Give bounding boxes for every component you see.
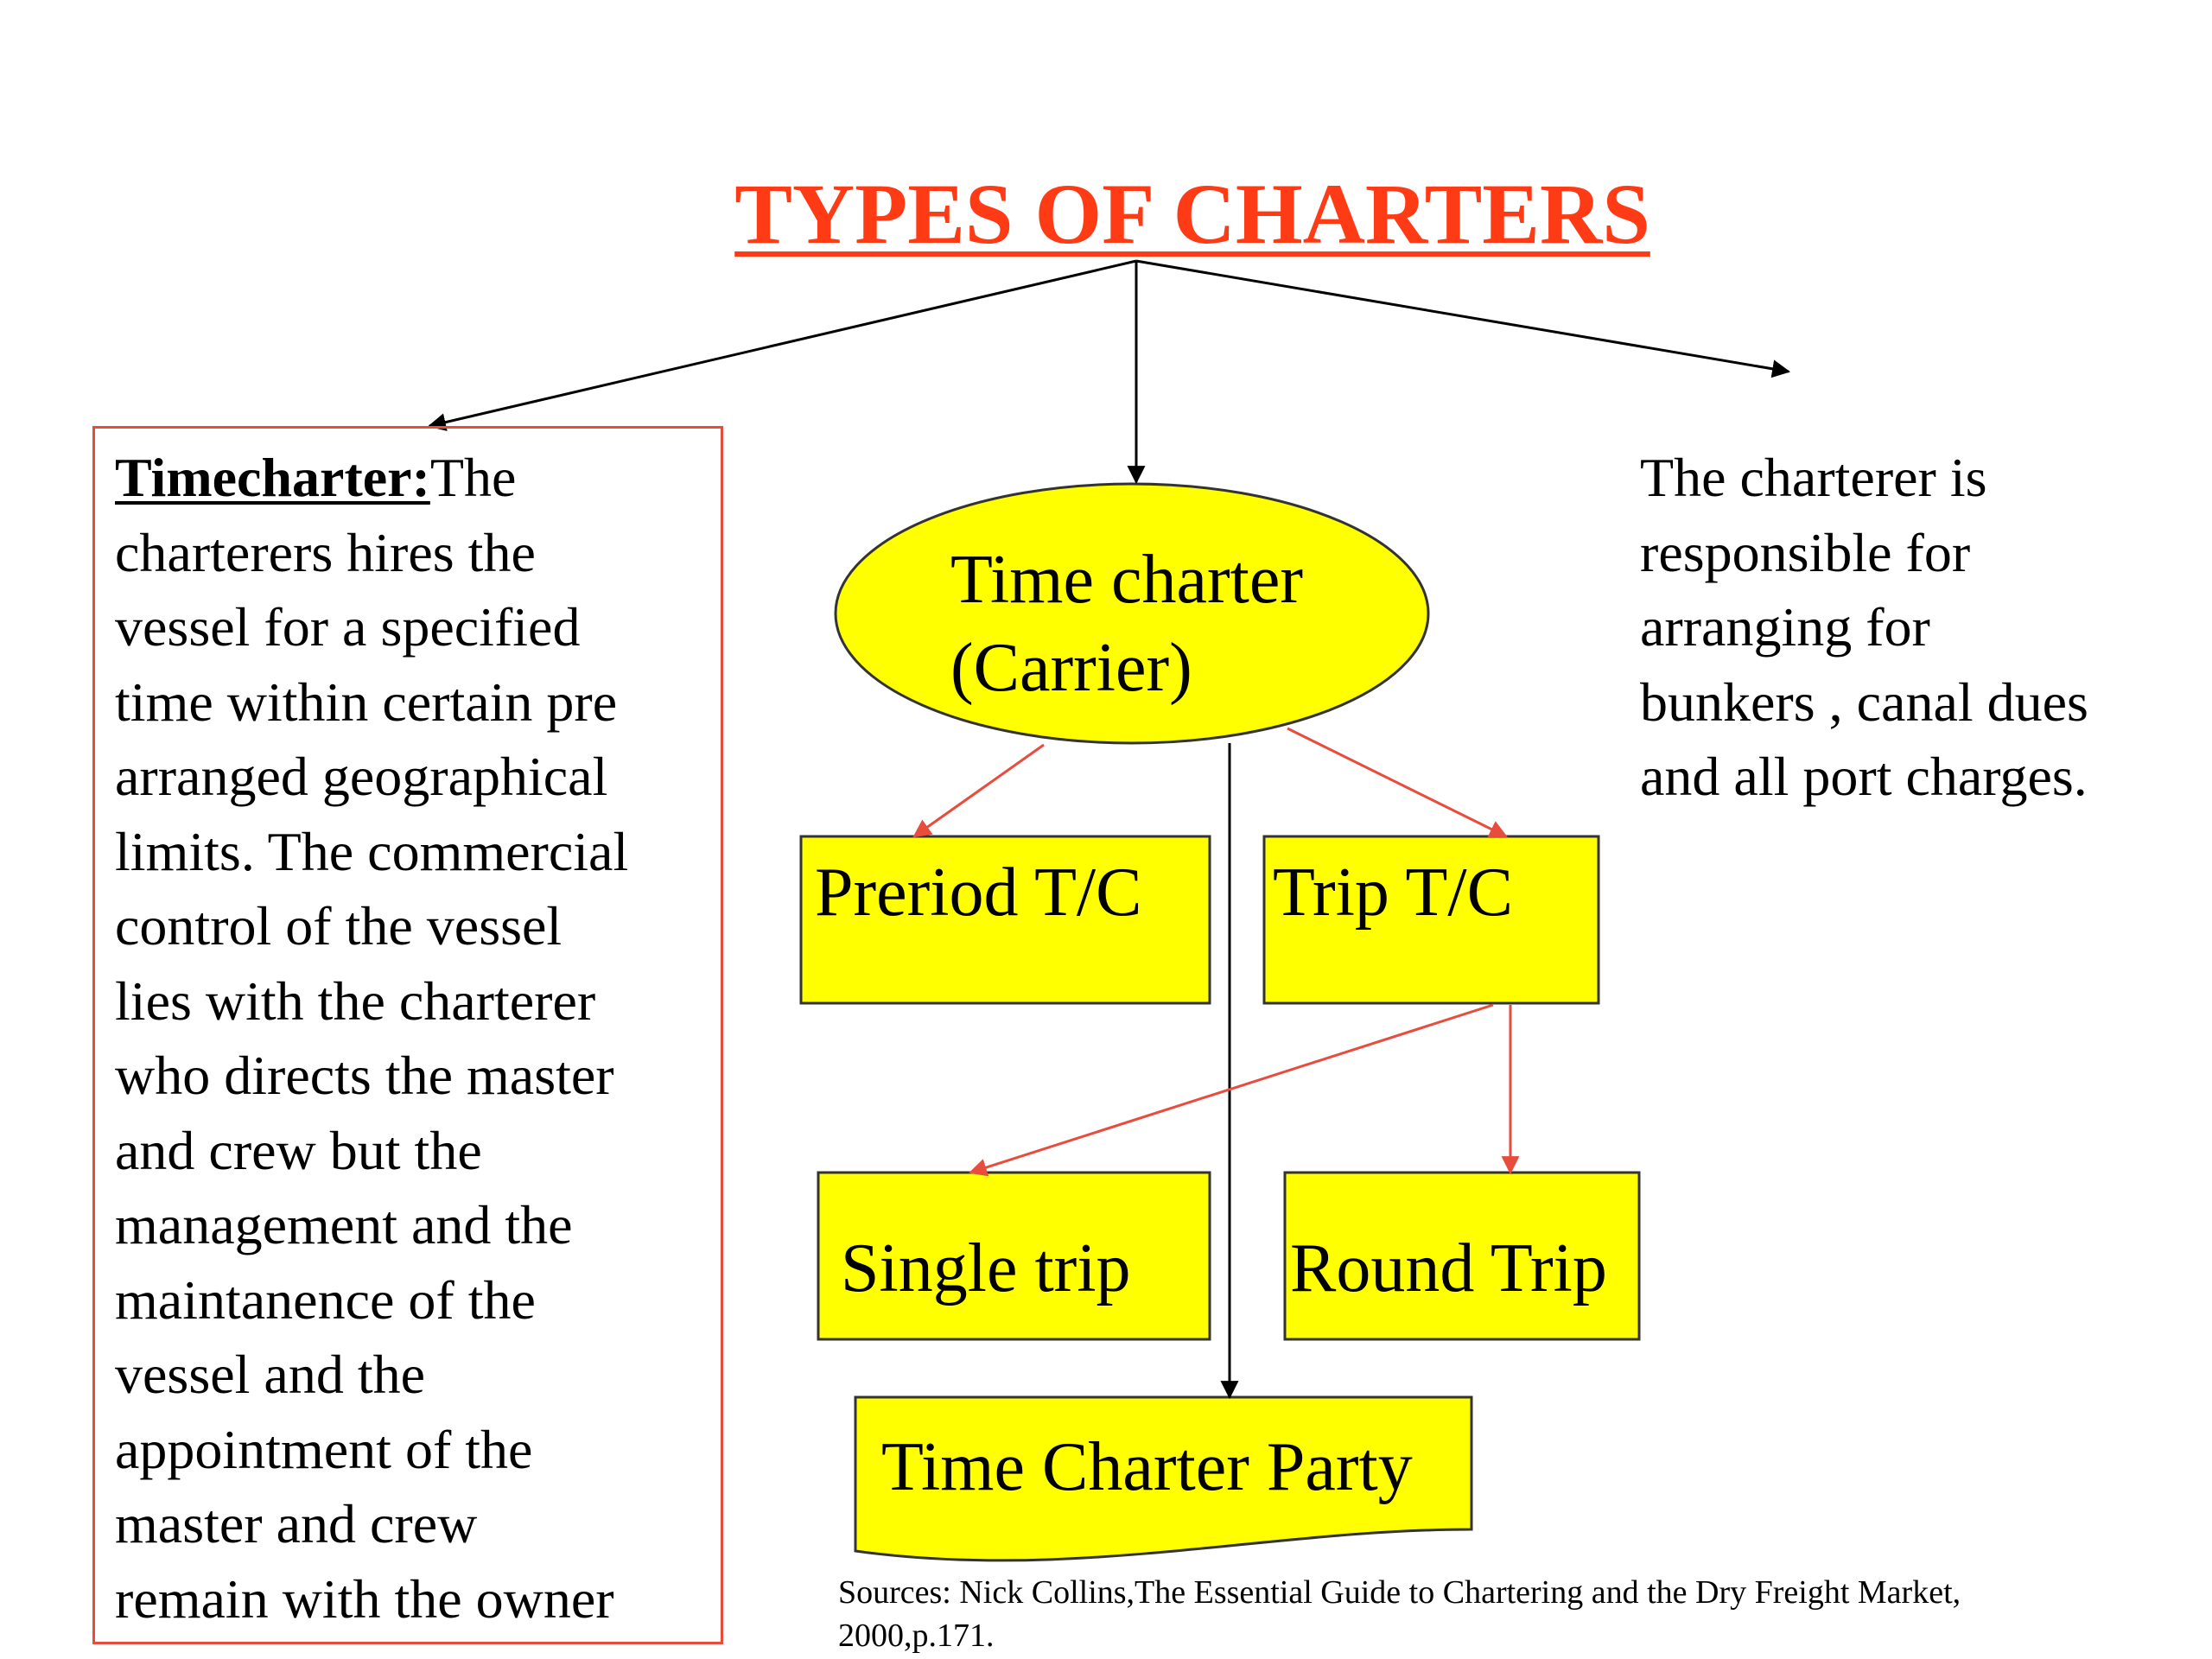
definition-line: maintanence of the (115, 1268, 536, 1331)
definition-line: vessel for a specified (115, 596, 581, 658)
note-line: and all port charges. (1640, 746, 2088, 807)
definition-line: master and crew (115, 1493, 478, 1554)
arrow-time-charter-to-period (914, 745, 1044, 836)
arrow-title-to-definition (429, 261, 1136, 426)
definition-line: arranged geographical (115, 746, 608, 807)
definition-line: charterers hires the (115, 521, 536, 583)
definition-line: limits. The commercial (115, 820, 629, 882)
charterer-responsibility-note (1640, 441, 2088, 815)
arrow-title-to-note (1136, 261, 1789, 372)
definition-line: Timecharter:The (115, 447, 517, 508)
arrow-time-charter-to-trip (1287, 728, 1506, 836)
time-charter-label (950, 536, 1303, 712)
definition-line: and crew but the (115, 1119, 482, 1181)
note-line: arranging for (1640, 596, 1930, 658)
arrow-trip-to-single (970, 1005, 1493, 1173)
trip-tc-label: Trip T/C (1273, 855, 1513, 931)
note-line: bunkers , canal dues (1640, 671, 2088, 733)
definition-line: lies with the charterer (115, 969, 596, 1032)
page-title: TYPES OF CHARTERS (734, 166, 1650, 262)
definition-line: remain with the owner (115, 1567, 614, 1630)
definition-line: vessel and the (115, 1344, 425, 1405)
definition-line: who directs the master (115, 1045, 614, 1106)
source-line: Sources: Nick Collins,The Essential Guide to Chartering and the Dry Freight Market, (838, 1574, 1961, 1611)
time-charter-party-label: Time Charter Party (881, 1429, 1413, 1505)
definition-line: time within certain pre (115, 671, 618, 733)
definition-line: control of the vessel (115, 895, 563, 957)
note-line: The charterer is (1640, 447, 1987, 508)
note-line: responsible for (1640, 521, 1971, 583)
definition-line: management and the (115, 1194, 573, 1255)
definition-line: appointment of the (115, 1418, 533, 1480)
period-tc-label: Preriod T/C (815, 855, 1142, 931)
round-trip-label: Round Trip (1290, 1230, 1607, 1306)
source-line: 2000,p.171. (838, 1618, 995, 1654)
time-charter-label-line: (Carrier) (950, 630, 1192, 706)
time-charter-label-line: Time charter (950, 542, 1304, 618)
source-citation (838, 1571, 1961, 1657)
definition-text (115, 441, 720, 1637)
definition-term: Timecharter: (115, 447, 430, 508)
single-trip-label: Single trip (841, 1230, 1131, 1306)
